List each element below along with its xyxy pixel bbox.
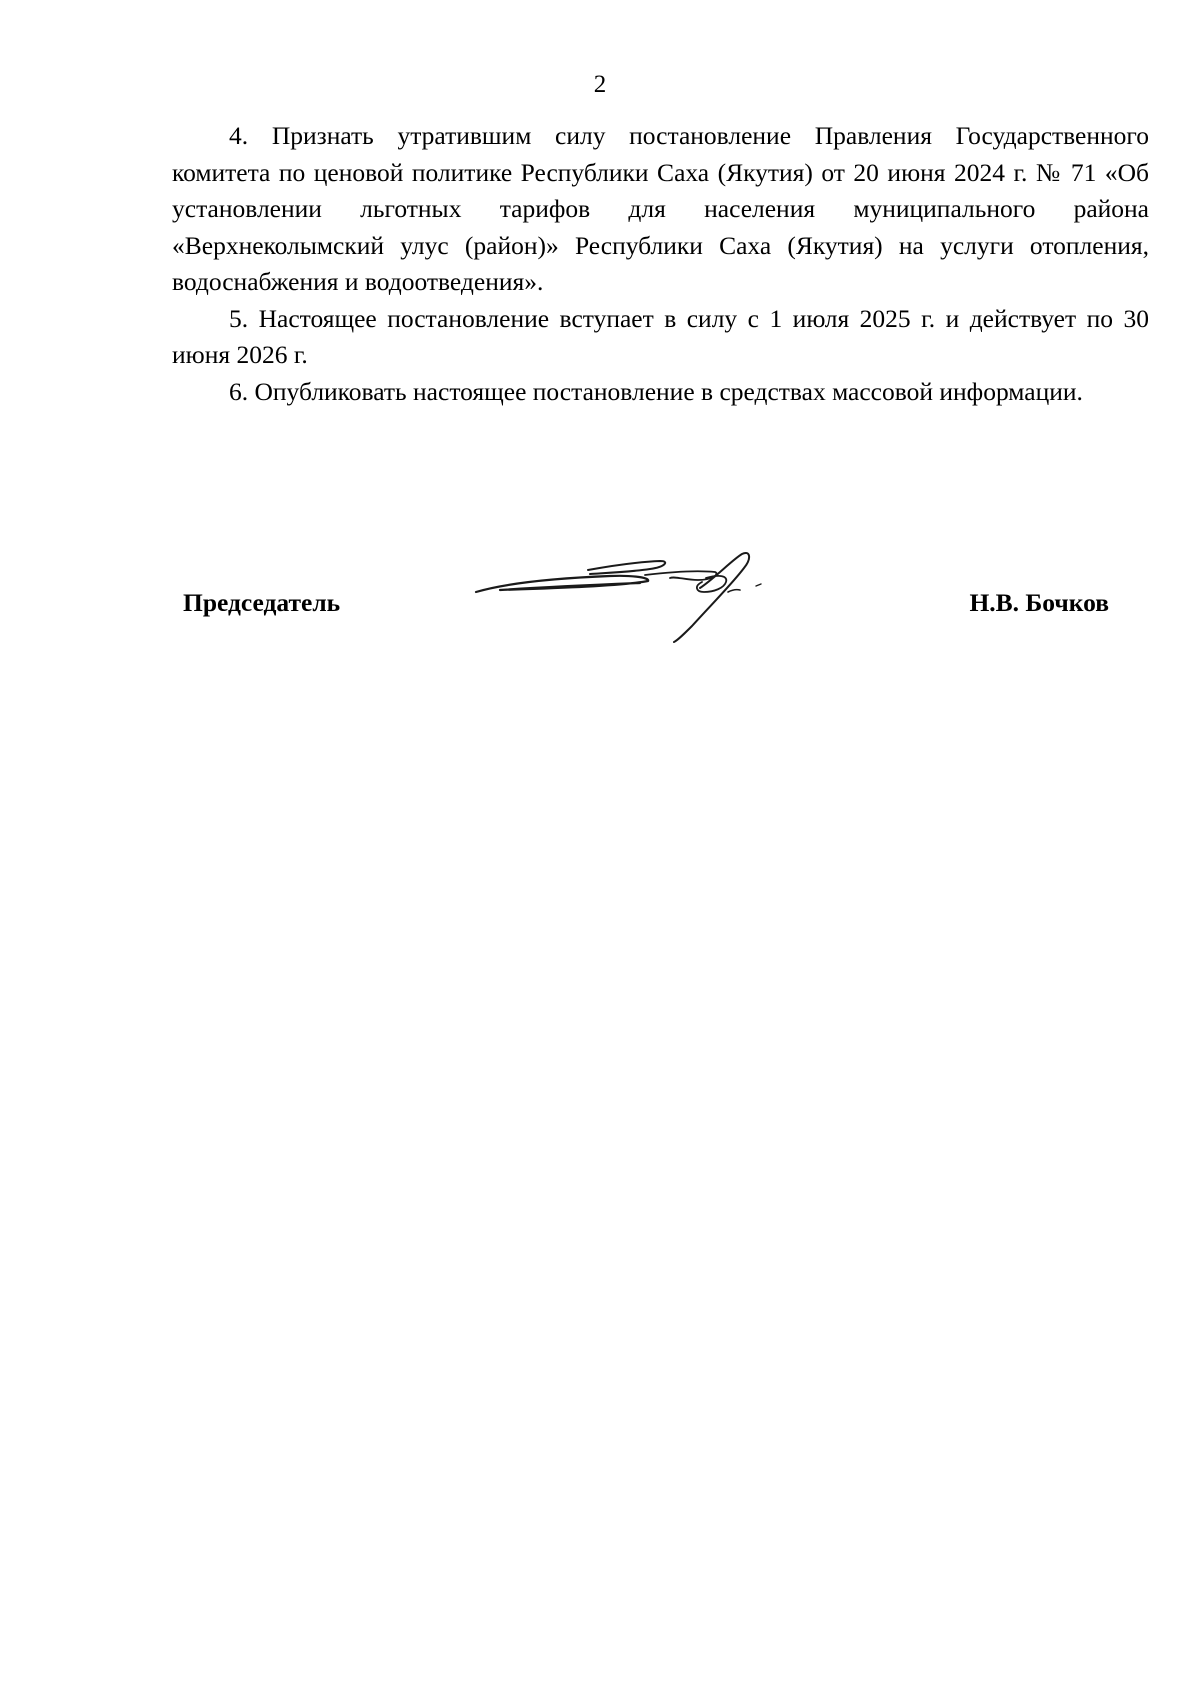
page-number: 2	[593, 71, 607, 98]
paragraph-5: 5. Настоящее постановление вступает в силу с 1 июля 2025 г. и действует по 30 июня 2026 г.	[172, 303, 1149, 369]
paragraph-4: 4. Признать утратившим силу постановление Правления Государственного комитета по ценовой политике Республики Саха (Якутия) от 20 июня 2024 г. № 71 «Об установлении льготных тарифов для населения муниципального района «Верхнеколымский улус (район)» Республики Саха (Якутия) на услуги отопления, водоснабжения и водоотведения».	[172, 121, 1149, 296]
paragraph-6: 6. Опубликовать настоящее постановление в средствах массовой информации.	[229, 376, 1083, 406]
signer-name: Н.В. Бочков	[969, 588, 1109, 617]
signer-position: Председатель	[183, 588, 341, 617]
document-body	[172, 118, 1149, 410]
handwritten-signature	[470, 548, 790, 644]
signature-block	[0, 548, 1200, 628]
